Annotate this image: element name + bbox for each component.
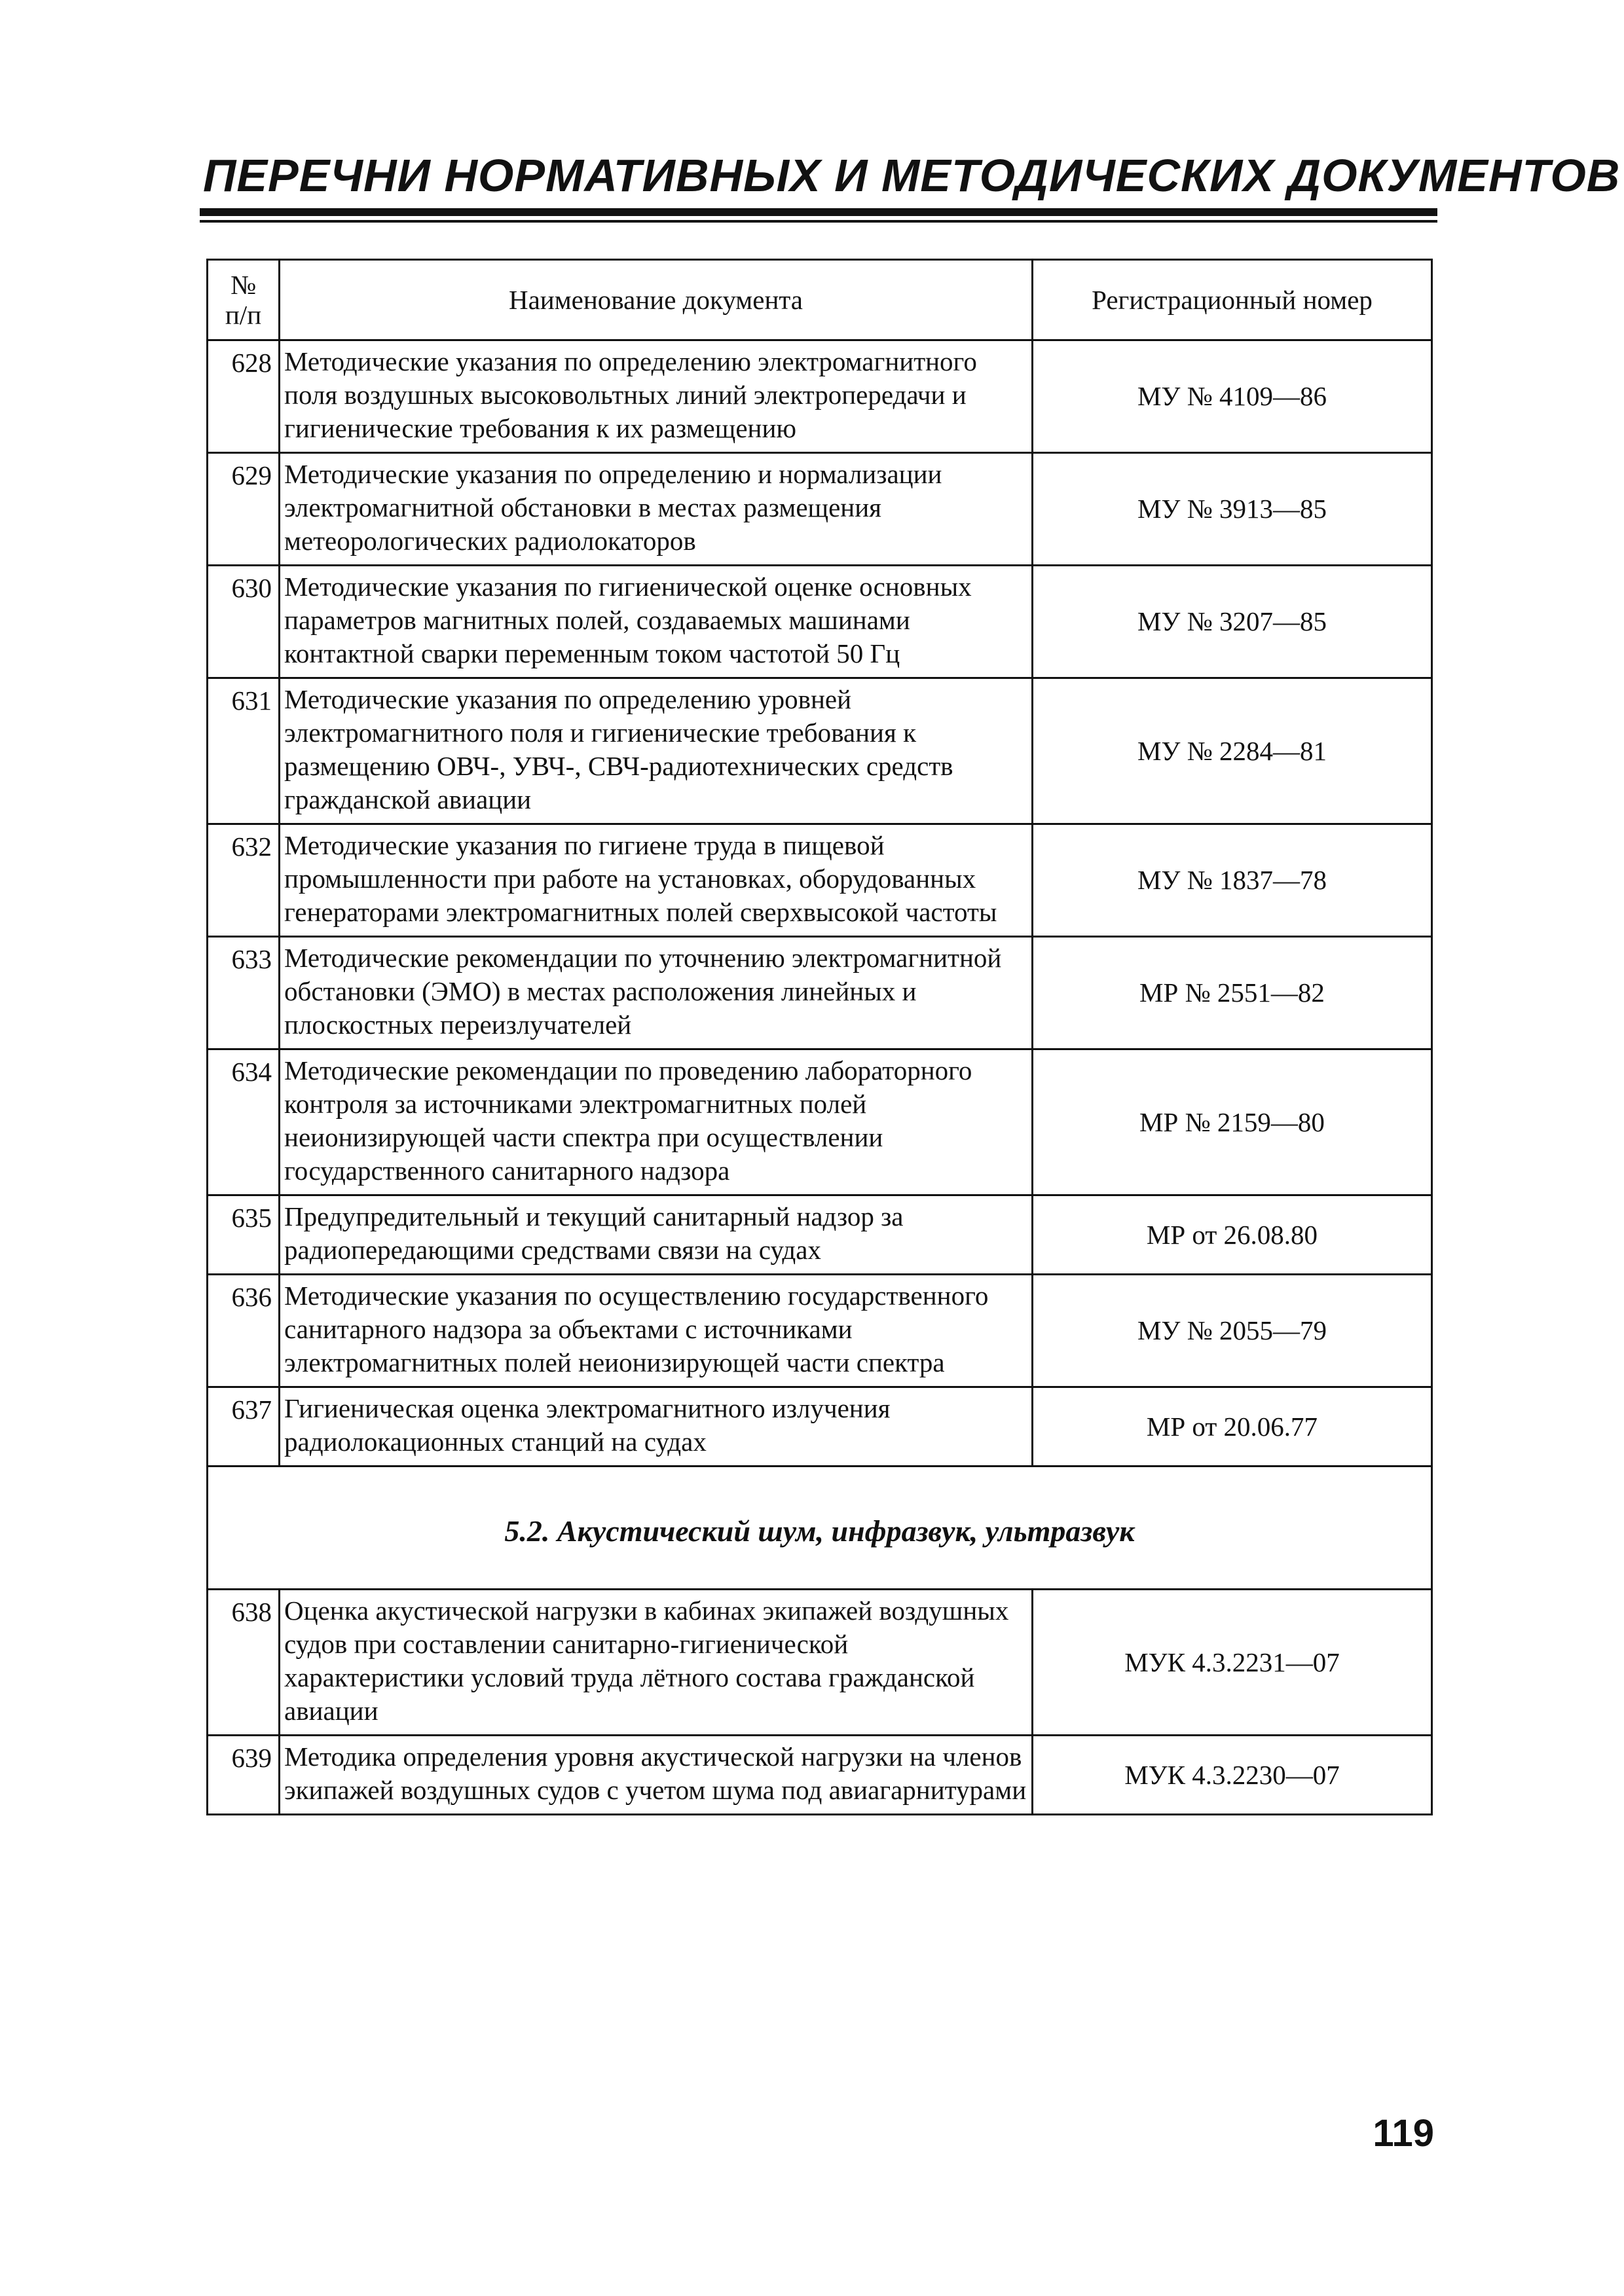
registration-number: МУК 4.3.2231—07 <box>1033 1590 1432 1736</box>
registration-number: МУ № 4109—86 <box>1033 340 1432 453</box>
document-name: Методические указания по определению уровней электромагнитного поля и гигиенические требования к размещению ОВЧ-, УВЧ-, СВЧ-радиотехнических средств гражданской авиации <box>280 678 1033 824</box>
registration-number: МР № 2551—82 <box>1033 937 1432 1049</box>
document-name: Методические указания по гигиене труда в пищевой промышленности при работе на установках, оборудованных генераторами электромагнитных полей сверхвысокой частоты <box>280 824 1033 937</box>
row-number: 629 <box>208 453 280 566</box>
documents-table <box>206 259 1433 1815</box>
row-number: 633 <box>208 937 280 1049</box>
document-name: Оценка акустической нагрузки в кабинах экипажей воздушных судов при составлении санитарно-гигиенической характеристики условий труда лётного состава гражданской авиации <box>280 1590 1033 1736</box>
registration-number: МУ № 2055—79 <box>1033 1275 1432 1387</box>
registration-number: МР от 26.08.80 <box>1033 1195 1432 1275</box>
header-rule-thick <box>200 208 1437 216</box>
table-row <box>208 1195 1432 1275</box>
registration-number: МУ № 3913—85 <box>1033 453 1432 566</box>
table-row <box>208 824 1432 937</box>
row-number: 638 <box>208 1590 280 1736</box>
table-header-row <box>208 260 1432 340</box>
row-number: 628 <box>208 340 280 453</box>
page-number: 119 <box>1373 2112 1434 2155</box>
row-number: 631 <box>208 678 280 824</box>
document-name: Методические рекомендации по проведению лабораторного контроля за источниками электромагнитных полей неионизирующей части спектра при осуществлении государственного санитарного надзора <box>280 1049 1033 1195</box>
registration-number: МУ № 2284—81 <box>1033 678 1432 824</box>
column-header-name: Наименование документа <box>280 260 1033 340</box>
table-row <box>208 1590 1432 1736</box>
document-name: Предупредительный и текущий санитарный надзор за радиопередающими средствами связи на судах <box>280 1195 1033 1275</box>
registration-number: МУК 4.3.2230—07 <box>1033 1736 1432 1815</box>
header-rule-thin <box>200 220 1437 223</box>
table-row <box>208 453 1432 566</box>
registration-number: МР от 20.06.77 <box>1033 1387 1432 1467</box>
row-number: 636 <box>208 1275 280 1387</box>
row-number: 639 <box>208 1736 280 1815</box>
table-row <box>208 566 1432 678</box>
table-row <box>208 340 1432 453</box>
document-name: Методические указания по определению электромагнитного поля воздушных высоковольтных линий электропередачи и гигиенические требования к их размещению <box>280 340 1033 453</box>
section-title: 5.2. Акустический шум, инфразвук, ультразвук <box>208 1467 1432 1590</box>
table-row <box>208 1275 1432 1387</box>
document-name: Методические рекомендации по уточнению электромагнитной обстановки (ЭМО) в местах расположения линейных и плоскостных переизлучателей <box>280 937 1033 1049</box>
table-row <box>208 1049 1432 1195</box>
table-row <box>208 678 1432 824</box>
registration-number: МУ № 1837—78 <box>1033 824 1432 937</box>
table-row <box>208 937 1432 1049</box>
row-number: 630 <box>208 566 280 678</box>
page-header-title: ПЕРЕЧНИ НОРМАТИВНЫХ И МЕТОДИЧЕСКИХ ДОКУМЕНТОВ <box>203 150 1621 201</box>
column-header-registration: Регистрационный номер <box>1033 260 1432 340</box>
table-row <box>208 1387 1432 1467</box>
row-number: 635 <box>208 1195 280 1275</box>
column-header-number-abbr: п/п <box>225 300 262 330</box>
table-row <box>208 1736 1432 1815</box>
column-header-number-symbol: № <box>230 270 257 300</box>
document-name: Методические указания по осуществлению государственного санитарного надзора за объектами с источниками электромагнитных полей неионизирующей части спектра <box>280 1275 1033 1387</box>
registration-number: МР № 2159—80 <box>1033 1049 1432 1195</box>
column-header-number <box>208 260 280 340</box>
row-number: 634 <box>208 1049 280 1195</box>
document-name: Методические указания по определению и нормализации электромагнитной обстановки в местах размещения метеорологических радиолокаторов <box>280 453 1033 566</box>
document-name: Методические указания по гигиенической оценке основных параметров магнитных полей, создаваемых машинами контактной сварки переменным током частотой 50 Гц <box>280 566 1033 678</box>
document-name: Методика определения уровня акустической нагрузки на членов экипажей воздушных судов с учетом шума под авиагарнитурами <box>280 1736 1033 1815</box>
document-name: Гигиеническая оценка электромагнитного излучения радиолокационных станций на судах <box>280 1387 1033 1467</box>
registration-number: МУ № 3207—85 <box>1033 566 1432 678</box>
row-number: 637 <box>208 1387 280 1467</box>
row-number: 632 <box>208 824 280 937</box>
section-row <box>208 1467 1432 1590</box>
